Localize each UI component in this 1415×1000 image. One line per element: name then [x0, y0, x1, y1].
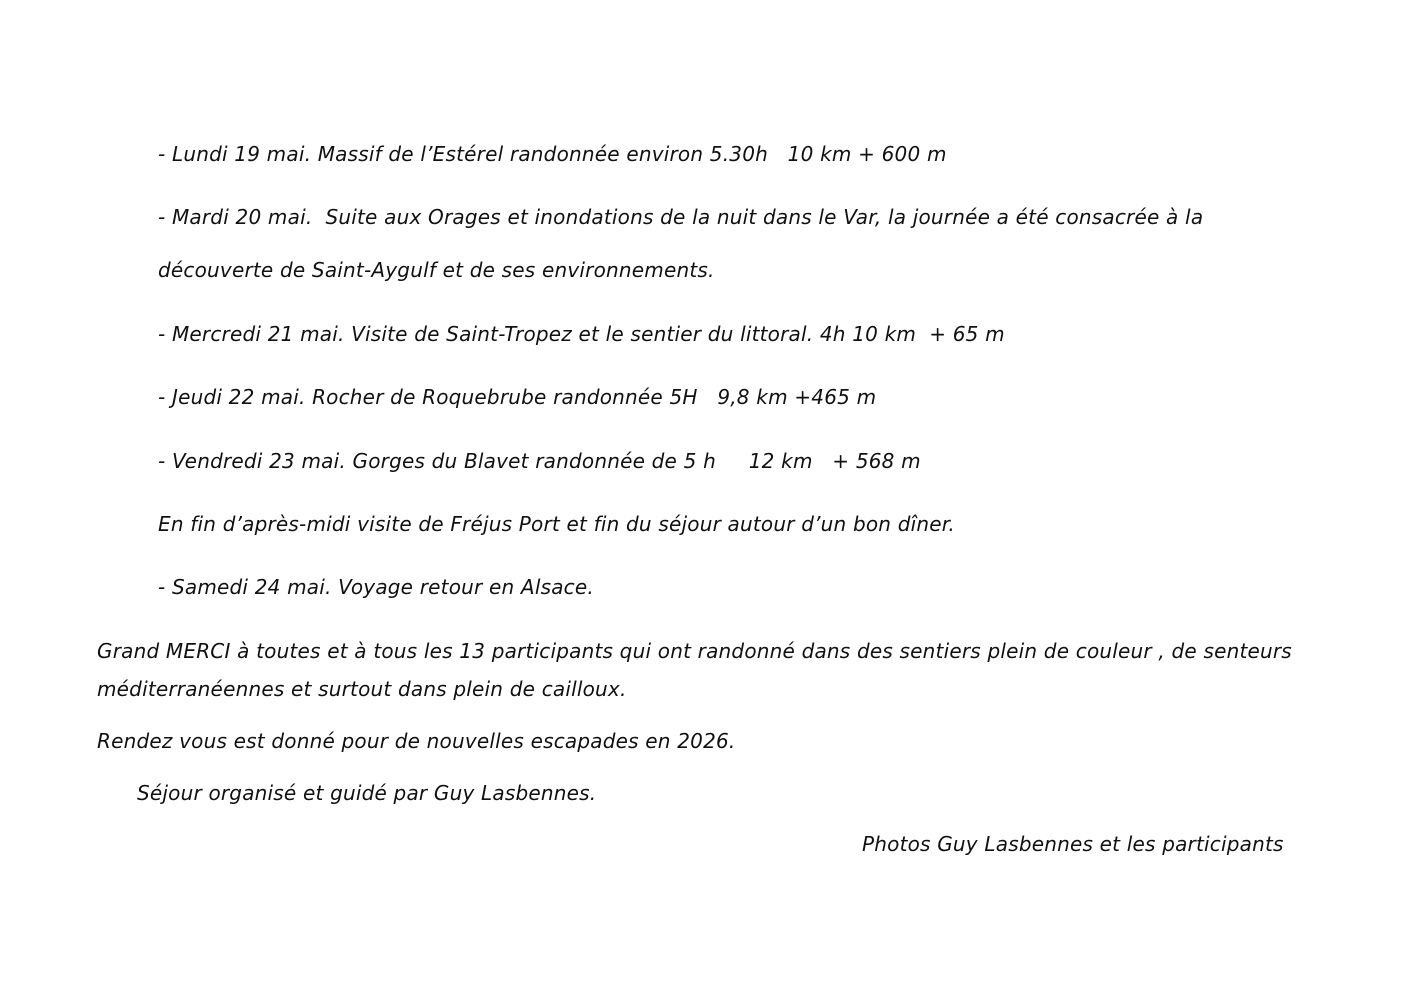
- itinerary-monday: - Lundi 19 mai. Massif de l’Estérel randonnée environ 5.30h 10 km + 600 m: [158, 142, 947, 166]
- itinerary-thursday: - Jeudi 22 mai. Rocher de Roquebrube randonnée 5H 9,8 km +465 m: [158, 385, 877, 409]
- photo-credit: Photos Guy Lasbennes et les participants: [862, 832, 1284, 856]
- itinerary-friday-evening: En fin d’après-midi visite de Fréjus Port et fin du séjour autour d’un bon dîner.: [158, 512, 955, 536]
- itinerary-wednesday: - Mercredi 21 mai. Visite de Saint-Tropez et le sentier du littoral. 4h 10 km + 65 m: [158, 322, 1005, 346]
- itinerary-tuesday-continued: découverte de Saint-Aygulf et de ses environnements.: [158, 258, 715, 282]
- itinerary-friday: - Vendredi 23 mai. Gorges du Blavet randonnée de 5 h 12 km + 568 m: [158, 449, 921, 473]
- thanks-line-2: méditerranéennes et surtout dans plein de cailloux.: [97, 677, 627, 701]
- organizer-text: Séjour organisé et guidé par Guy Lasbennes.: [137, 781, 597, 805]
- rendezvous-text: Rendez vous est donné pour de nouvelles escapades en 2026.: [97, 729, 736, 753]
- thanks-line-1: Grand MERCI à toutes et à tous les 13 participants qui ont randonné dans des sentiers plein de couleur , de senteurs: [97, 639, 1292, 663]
- itinerary-tuesday: - Mardi 20 mai. Suite aux Orages et inondations de la nuit dans le Var, la journée a été consacrée à la: [158, 205, 1204, 229]
- itinerary-saturday: - Samedi 24 mai. Voyage retour en Alsace.: [158, 575, 594, 599]
